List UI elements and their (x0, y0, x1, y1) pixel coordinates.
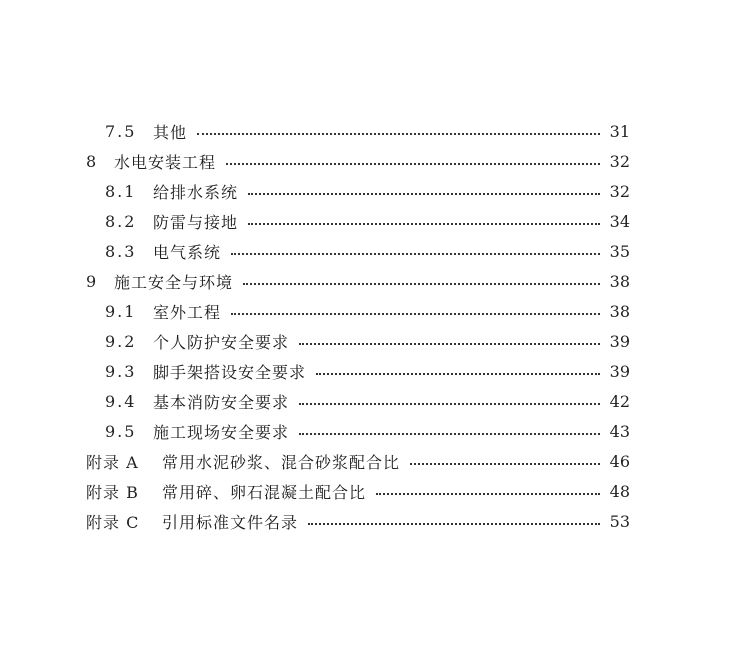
section-title: 基本消防安全要求 (153, 392, 290, 412)
page-number: 32 (609, 151, 630, 171)
section-title: 室外工程 (153, 302, 222, 322)
page-number: 39 (609, 361, 630, 381)
dot-leader (197, 133, 600, 135)
appendix-number: 附录 A (86, 452, 139, 472)
dot-leader (226, 163, 600, 165)
page-number: 31 (609, 121, 630, 141)
section-number: 9.3 (105, 361, 137, 381)
section-title: 其他 (153, 122, 188, 142)
dot-leader (243, 283, 600, 285)
dot-leader (299, 433, 600, 435)
dot-leader (316, 373, 600, 375)
toc-entry-8-2[interactable] (0, 206, 729, 236)
page-number: 39 (609, 331, 630, 351)
dot-leader (248, 193, 600, 195)
dot-leader (231, 313, 600, 315)
section-number: 8.3 (105, 241, 137, 261)
appendix-title: 引用标准文件名录 (162, 512, 299, 532)
chapter-number: 9 (86, 271, 99, 291)
section-title: 脚手架搭设安全要求 (153, 362, 307, 382)
toc-entry-8[interactable] (0, 146, 729, 176)
section-number: 9.4 (105, 391, 137, 411)
chapter-title: 水电安装工程 (114, 152, 217, 172)
dot-leader (376, 493, 600, 495)
page-number: 42 (609, 391, 630, 411)
page-number: 32 (609, 181, 630, 201)
toc-entry-9-1[interactable] (0, 296, 729, 326)
page-number: 43 (609, 421, 630, 441)
toc-entry-9-2[interactable] (0, 326, 729, 356)
page-number: 35 (609, 241, 630, 261)
toc-entry-7-5[interactable] (0, 116, 729, 146)
page-number: 38 (609, 271, 630, 291)
section-number: 9.2 (105, 331, 137, 351)
dot-leader (299, 403, 600, 405)
page-number: 53 (609, 511, 630, 531)
page-number: 48 (609, 481, 630, 501)
section-title: 个人防护安全要求 (153, 332, 290, 352)
toc-entry-9-5[interactable] (0, 416, 729, 446)
toc-entry-appendix-a[interactable] (0, 446, 729, 476)
dot-leader (231, 253, 600, 255)
section-number: 8.1 (105, 181, 137, 201)
appendix-title: 常用水泥砂浆、混合砂浆配合比 (162, 452, 401, 472)
chapter-title: 施工安全与环境 (114, 272, 234, 292)
toc-entry-appendix-c[interactable] (0, 506, 729, 536)
chapter-number: 8 (86, 151, 99, 171)
section-title: 施工现场安全要求 (153, 422, 290, 442)
section-number: 7.5 (105, 121, 137, 141)
section-number: 9.1 (105, 301, 137, 321)
appendix-number: 附录 B (86, 482, 139, 502)
dot-leader (308, 523, 600, 525)
section-title: 防雷与接地 (153, 212, 239, 232)
table-of-contents (0, 116, 729, 536)
page-number: 46 (609, 451, 630, 471)
section-number: 8.2 (105, 211, 137, 231)
toc-entry-9-3[interactable] (0, 356, 729, 386)
page-number: 38 (609, 301, 630, 321)
dot-leader (248, 223, 600, 225)
dot-leader (410, 463, 600, 465)
section-number: 9.5 (105, 421, 137, 441)
section-title: 电气系统 (153, 242, 222, 262)
dot-leader (299, 343, 600, 345)
appendix-title: 常用碎、卵石混凝土配合比 (162, 482, 367, 502)
page-number: 34 (609, 211, 630, 231)
toc-entry-appendix-b[interactable] (0, 476, 729, 506)
toc-entry-8-1[interactable] (0, 176, 729, 206)
appendix-number: 附录 C (86, 512, 140, 532)
toc-entry-8-3[interactable] (0, 236, 729, 266)
section-title: 给排水系统 (153, 182, 239, 202)
toc-entry-9-4[interactable] (0, 386, 729, 416)
toc-entry-9[interactable] (0, 266, 729, 296)
